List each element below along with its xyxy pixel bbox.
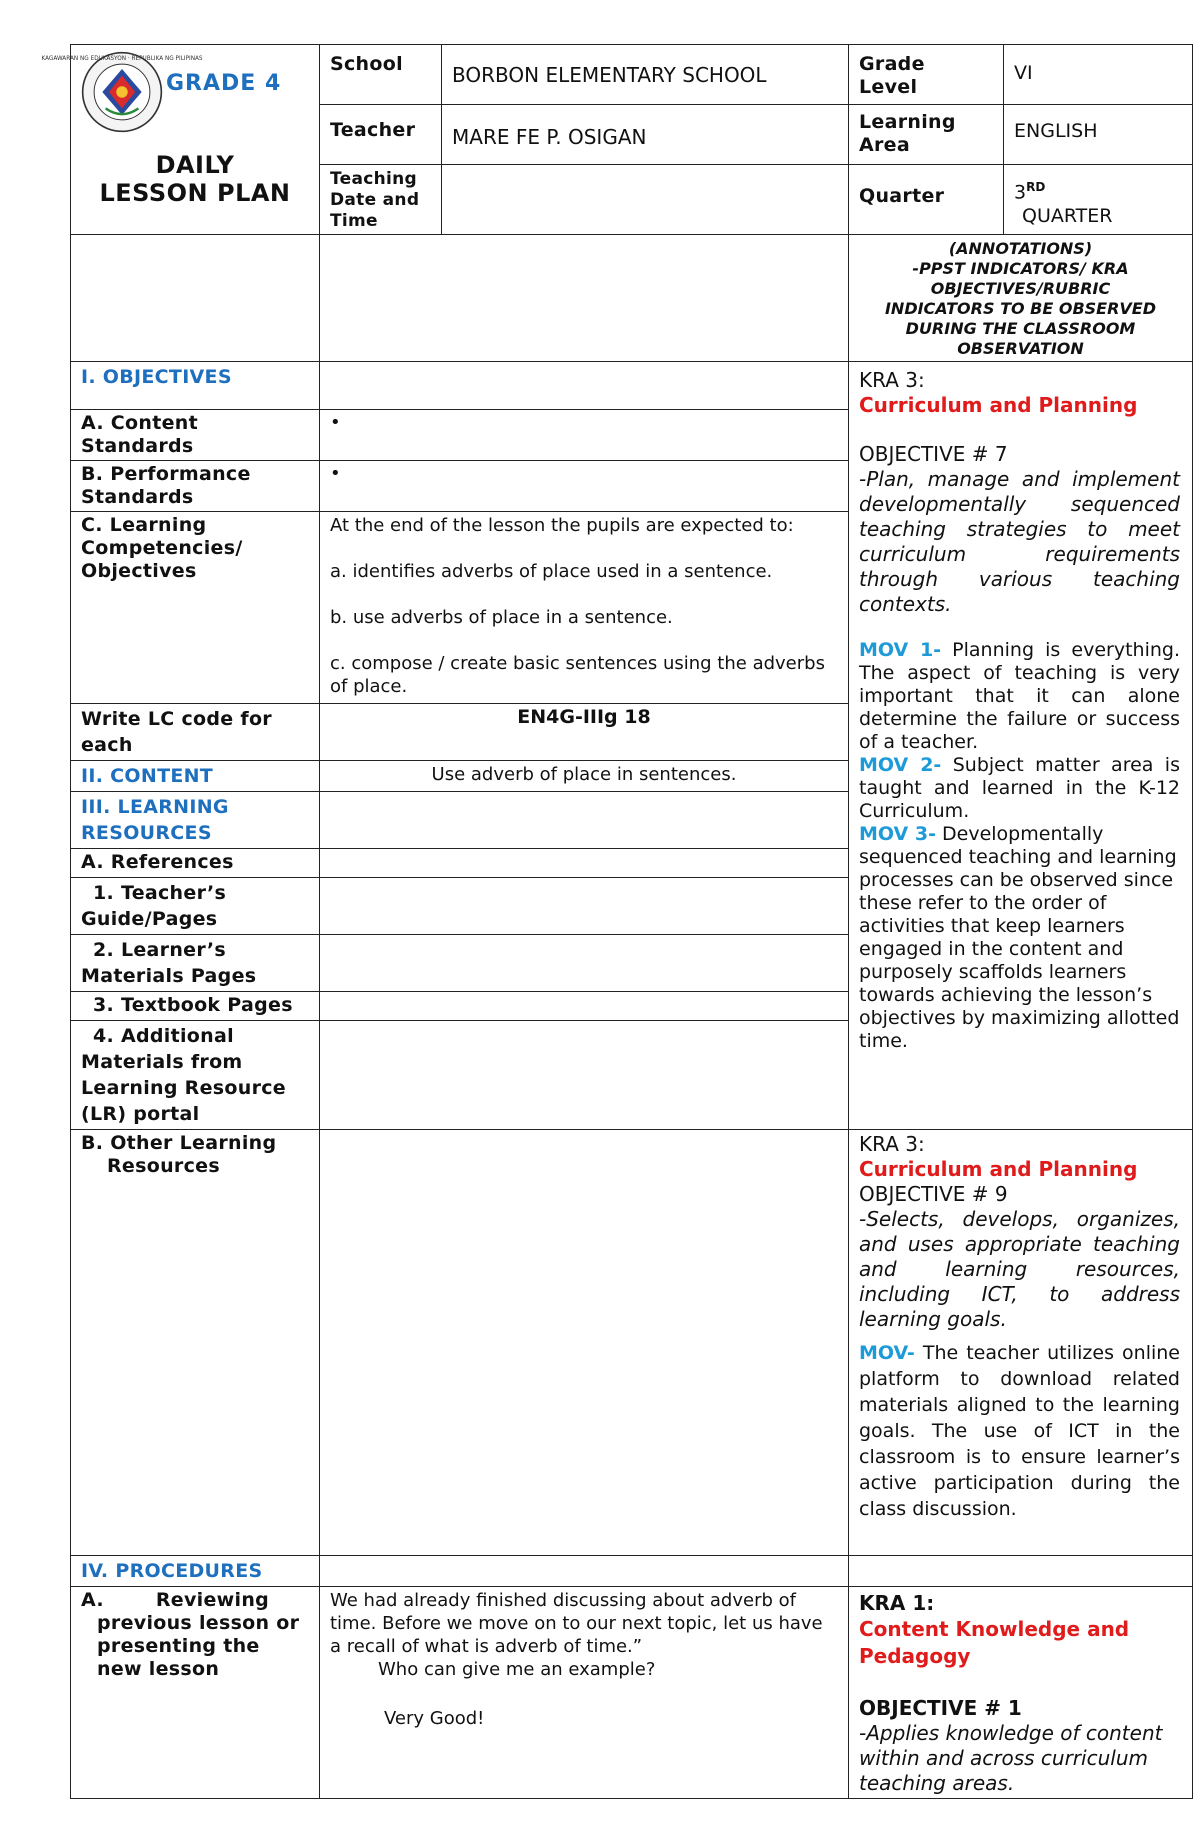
daily-lesson-plan-title bbox=[71, 151, 319, 207]
lesson-plan-document bbox=[41, 44, 1192, 1799]
blank-content-cell bbox=[320, 235, 849, 362]
mov1-text: Planning is everything. The aspect of teaching is very important that it can alone determine the failure or success of a teacher. bbox=[859, 639, 1180, 753]
mov3-label: MOV 3- bbox=[859, 823, 936, 845]
kra2-objective: OBJECTIVE # 9 bbox=[859, 1182, 1008, 1206]
kra1-mov1 bbox=[859, 639, 1180, 754]
kra3-area: Content Knowledge and Pedagogy bbox=[859, 1617, 1130, 1668]
content-value: Use adverb of place in sentences. bbox=[320, 761, 849, 792]
references-label: A. References bbox=[71, 849, 320, 878]
objectives-heading: I. OBJECTIVES bbox=[71, 362, 320, 410]
school-value: BORBON ELEMENTARY SCHOOL bbox=[442, 45, 849, 105]
kra-block-3 bbox=[849, 1587, 1193, 1799]
objective-item-b: b. use adverbs of place in a sentence. bbox=[330, 607, 673, 628]
title-line-1: DAILY bbox=[155, 151, 235, 179]
learning-resources-blank bbox=[320, 792, 849, 849]
school-label: School bbox=[320, 45, 442, 105]
grade-level-label-2: Level bbox=[859, 76, 918, 98]
header-logo-cell bbox=[41, 45, 320, 235]
seal-text: KAGAWARAN NG EDUKASYON · REPUBLIKA NG PILIPINAS bbox=[41, 56, 203, 63]
reviewing-line-2: previous lesson or presenting the new lesson bbox=[97, 1612, 300, 1680]
reviewing-response: Very Good! bbox=[384, 1708, 485, 1729]
objectives-intro: At the end of the lesson the pupils are expected to: bbox=[330, 515, 794, 536]
references-blank bbox=[320, 849, 849, 878]
mov-label: MOV- bbox=[859, 1342, 915, 1364]
lc-code-value: EN4G-IIIg 18 bbox=[320, 704, 849, 761]
kra1-objective-text: -Plan, manage and implement developmentally sequenced teaching strategies to meet curriculum requirements through various teaching contexts. bbox=[859, 467, 1180, 616]
reviewing-label bbox=[71, 1587, 320, 1799]
procedures-heading: IV. PROCEDURES bbox=[71, 1556, 320, 1587]
lesson-plan-table bbox=[41, 44, 1193, 1799]
annotations-line-3: OBJECTIVES/RUBRIC bbox=[930, 279, 1111, 298]
kra1-label: KRA 3: bbox=[859, 368, 925, 392]
kra3-objective: OBJECTIVE # 1 bbox=[859, 1696, 1022, 1720]
grade-level-label-1: Grade bbox=[859, 53, 925, 75]
learning-competencies-value bbox=[320, 512, 849, 704]
annotations-line-4: INDICATORS TO BE OBSERVED bbox=[884, 299, 1157, 318]
title-line-2: LESSON PLAN bbox=[99, 179, 291, 207]
objectives-blank bbox=[320, 362, 849, 410]
annotations-line-6: OBSERVATION bbox=[957, 339, 1084, 358]
procedures-annotation-blank bbox=[849, 1556, 1193, 1587]
deped-seal-icon bbox=[41, 51, 203, 133]
other-resources-line-2: Resources bbox=[107, 1155, 220, 1177]
mov2-label: MOV 2- bbox=[859, 754, 942, 776]
mov2-text: Subject matter area is taught and learned in the K-12 Curriculum. bbox=[859, 754, 1180, 822]
content-standards-label: A. Content Standards bbox=[71, 410, 320, 461]
learning-area-value: ENGLISH bbox=[1004, 105, 1193, 165]
reviewing-content bbox=[320, 1587, 849, 1799]
reviewing-line-1 bbox=[81, 1589, 309, 1612]
teaching-date-label bbox=[320, 165, 442, 235]
other-resources-blank bbox=[320, 1130, 849, 1556]
kra3-objective-text: -Applies knowledge of content within and across curriculum teaching areas. bbox=[859, 1721, 1163, 1795]
mov-text: The teacher utilizes online platform to download related materials aligned to the learning goals. The use of ICT in the classroom is to ensure learner’s active participation during the class discussion. bbox=[859, 1342, 1180, 1520]
annotations-line-2: -PPST INDICATORS/ KRA bbox=[912, 259, 1129, 278]
quarter-sup: RD bbox=[1026, 180, 1046, 194]
other-resources-line-1: B. Other Learning bbox=[81, 1132, 277, 1154]
quarter-label: Quarter bbox=[849, 165, 1004, 235]
teaching-date-value bbox=[442, 165, 849, 235]
textbook-label: 3. Textbook Pages bbox=[71, 992, 320, 1021]
kra1-mov2 bbox=[859, 754, 1180, 823]
teacher-value: MARE FE P. OSIGAN bbox=[442, 105, 849, 165]
reviewing-word: Reviewing bbox=[155, 1589, 270, 1611]
annotations-line-5: DURING THE CLASSROOM bbox=[905, 319, 1136, 338]
textbook-blank bbox=[320, 992, 849, 1021]
mov1-label: MOV 1- bbox=[859, 639, 942, 661]
blank-label-cell bbox=[71, 235, 320, 362]
kra-block-1 bbox=[849, 362, 1193, 1130]
kra1-mov3 bbox=[859, 823, 1180, 1053]
additional-materials-blank bbox=[320, 1021, 849, 1130]
mov3-text: Developmentally sequenced teaching and learning processes can be observed since these refer to the order of activities that keep learners engaged in the content and purposely scaffolds learners towards achieving the lesson’s objectives by maximizing allotted time. bbox=[859, 823, 1180, 1052]
annotations-line-1: (ANNOTATIONS) bbox=[948, 239, 1093, 258]
learning-competencies-label: C. Learning Competencies/ Objectives bbox=[71, 512, 320, 704]
grade-title: GRADE 4 bbox=[166, 71, 282, 96]
performance-standards-label: B. Performance Standards bbox=[71, 461, 320, 512]
kra2-label: KRA 3: bbox=[859, 1132, 925, 1156]
other-resources-label bbox=[71, 1130, 320, 1556]
kra3-label: KRA 1: bbox=[859, 1591, 935, 1615]
quarter-value bbox=[1004, 165, 1193, 235]
objective-item-c: c. compose / create basic sentences using the adverbs of place. bbox=[330, 653, 825, 697]
kra-block-2 bbox=[849, 1130, 1193, 1556]
learning-area-label bbox=[849, 105, 1004, 165]
reviewing-letter: A. bbox=[81, 1589, 104, 1611]
performance-standards-value: • bbox=[320, 461, 849, 512]
teaching-date-label-3: Time bbox=[330, 211, 378, 231]
annotations-header bbox=[849, 235, 1193, 362]
quarter-number: 3 bbox=[1014, 181, 1027, 204]
grade-level-label bbox=[849, 45, 1004, 105]
reviewing-text: We had already finished discussing about adverb of time. Before we move on to our next topic, let us have a recall of what is adverb of time.” bbox=[330, 1590, 823, 1657]
kra2-area: Curriculum and Planning bbox=[859, 1157, 1138, 1181]
teaching-date-label-2: Date and bbox=[330, 190, 420, 210]
kra2-mov bbox=[859, 1340, 1180, 1522]
learning-resources-heading: III. LEARNING RESOURCES bbox=[71, 792, 320, 849]
quarter-word: QUARTER bbox=[1022, 205, 1113, 228]
procedures-blank bbox=[320, 1556, 849, 1587]
lc-code-label: Write LC code for each bbox=[71, 704, 320, 761]
grade-level-value: VI bbox=[1004, 45, 1193, 105]
teachers-guide-blank bbox=[320, 878, 849, 935]
content-standards-value: • bbox=[320, 410, 849, 461]
kra2-objective-text: -Selects, develops, organizes, and uses appropriate teaching and learning resources, including ICT, to address learning goals. bbox=[859, 1207, 1180, 1331]
learners-materials-blank bbox=[320, 935, 849, 992]
learning-area-label-1: Learning bbox=[859, 111, 956, 133]
learning-area-label-2: Area bbox=[859, 134, 910, 156]
content-heading: II. CONTENT bbox=[71, 761, 320, 792]
learners-materials-label: 2. Learner’s Materials Pages bbox=[71, 935, 320, 992]
reviewing-question: Who can give me an example? bbox=[378, 1659, 656, 1680]
teacher-label: Teacher bbox=[320, 105, 442, 165]
additional-materials-label: 4. Additional Materials from Learning Resource (LR) portal bbox=[71, 1021, 320, 1130]
teaching-date-label-1: Teaching bbox=[330, 169, 418, 189]
teachers-guide-label: 1. Teacher’s Guide/Pages bbox=[71, 878, 320, 935]
kra1-area: Curriculum and Planning bbox=[859, 393, 1138, 417]
objective-item-a: a. identifies adverbs of place used in a sentence. bbox=[330, 561, 773, 582]
kra1-objective: OBJECTIVE # 7 bbox=[859, 442, 1008, 466]
